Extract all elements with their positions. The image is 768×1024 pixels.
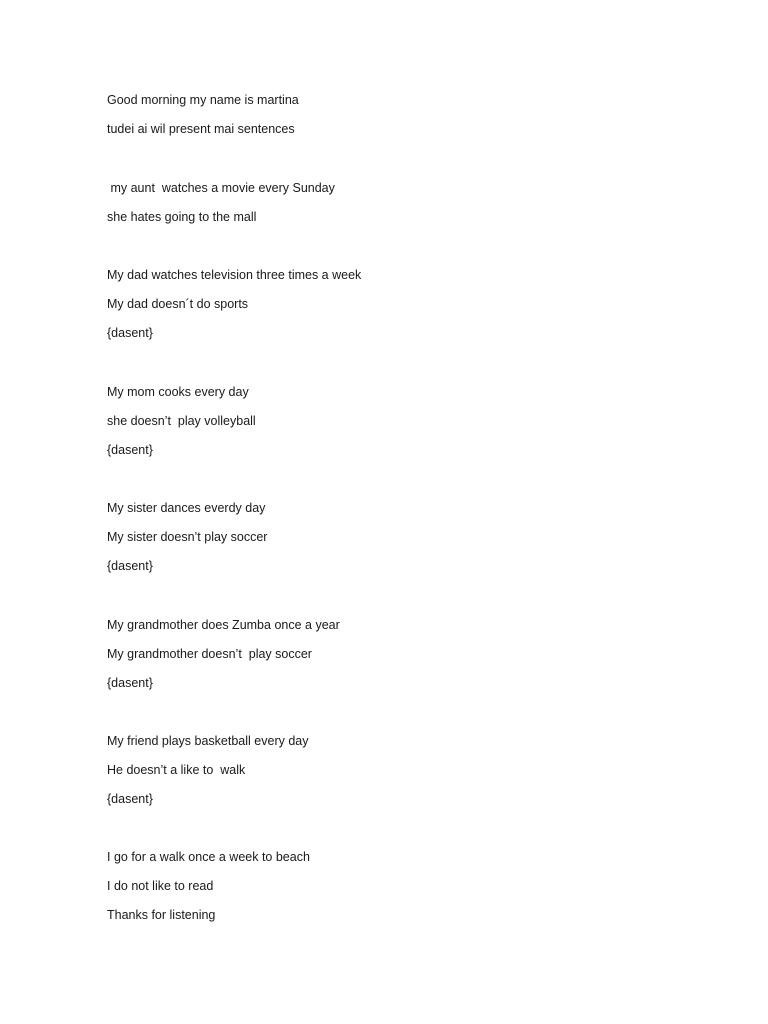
text-line-friend-3: {dasent} <box>107 792 153 806</box>
text-line-aunt-1: my aunt watches a movie every Sunday <box>107 181 335 195</box>
text-line-aunt-2: she hates going to the mall <box>107 210 257 224</box>
text-line-mom-3: {dasent} <box>107 443 153 457</box>
text-line-friend-1: My friend plays basketball every day <box>107 734 309 748</box>
text-line-grandmother-3: {dasent} <box>107 676 153 690</box>
text-line-dad-1: My dad watches television three times a week <box>107 268 362 282</box>
text-line-grandmother-1: My grandmother does Zumba once a year <box>107 618 340 632</box>
text-line-sister-1: My sister dances everdy day <box>107 501 266 515</box>
text-line-self-2: I do not like to read <box>107 879 214 893</box>
text-line-grandmother-2: My grandmother doesn’t play soccer <box>107 647 312 661</box>
text-line-intro: tudei ai wil present mai sentences <box>107 122 295 136</box>
text-line-self-1: I go for a walk once a week to beach <box>107 850 310 864</box>
text-line-greeting: Good morning my name is martina <box>107 93 299 107</box>
text-line-mom-2: she doesn’t play volleyball <box>107 414 256 428</box>
text-line-dad-2: My dad doesn´t do sports <box>107 297 249 311</box>
text-line-friend-2: He doesn’t a like to walk <box>107 763 246 777</box>
text-line-sister-3: {dasent} <box>107 559 153 573</box>
text-line-sister-2: My sister doesn’t play soccer <box>107 530 268 544</box>
text-line-closing: Thanks for listening <box>107 908 216 922</box>
text-line-dad-3: {dasent} <box>107 326 153 340</box>
text-line-mom-1: My mom cooks every day <box>107 385 249 399</box>
